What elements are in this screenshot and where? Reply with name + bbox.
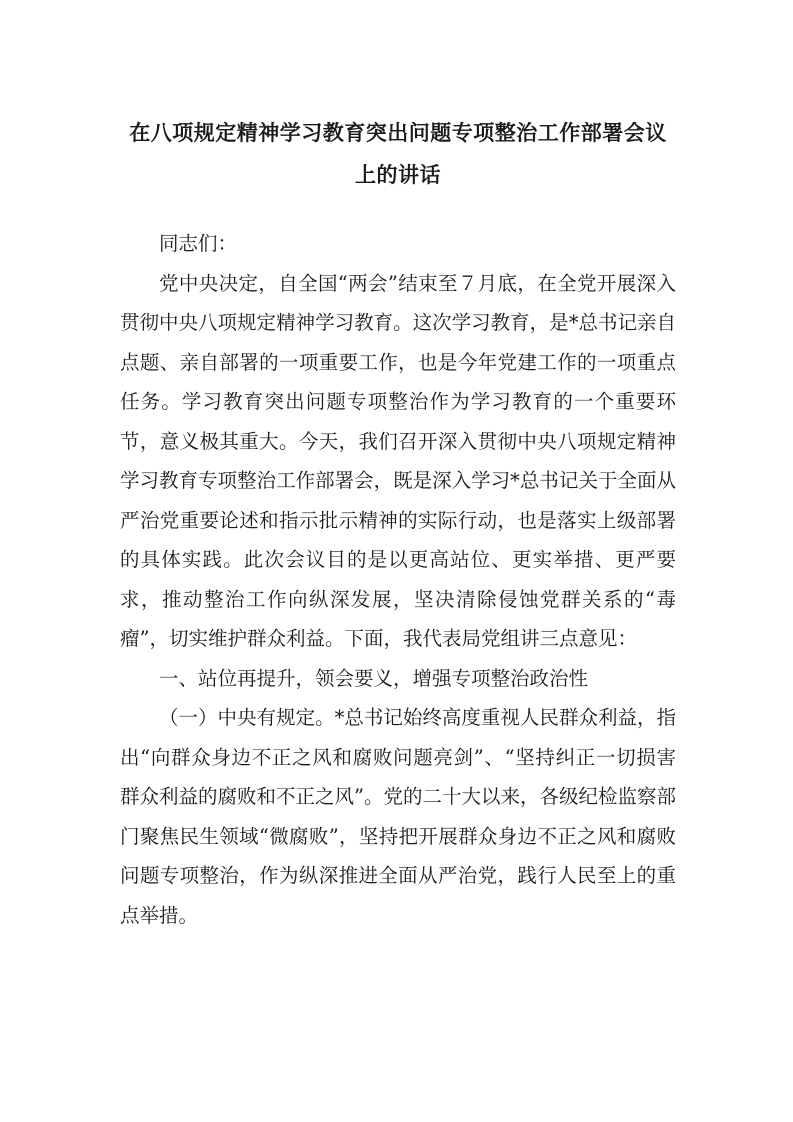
title-line-2: 上的讲话 [355, 162, 441, 187]
document-title [120, 112, 676, 196]
title-line-1: 在八项规定精神学习教育突出问题专项整治工作部署会议 [129, 120, 667, 145]
paragraph-1: （一）中央有规定。*总书记始终高度重视人民群众利益，指出“向群众身边不正之风和腐败问题亮剑”、“坚持纠正一切损害群众利益的腐败和不正之风”。党的二十大以来，各级纪检监察部门聚焦民生领域“微腐败”，坚持把开展群众身边不正之风和腐败问题专项整治，作为纵深推进全面从严治党，践行人民至上的重点举措。 [120, 706, 676, 927]
intro-paragraph: 党中央决定，自全国“两会”结束至７月底，在全党开展深入贯彻中央八项规定精神学习教育。这次学习教育，是*总书记亲自点题、亲自部署的一项重要工作，也是今年党建工作的一项重点任务。学习教育突出问题专项整治作为学习教育的一个重要环节，意义极其重大。今天，我们召开深入贯彻中央八项规定精神学习教育专项整治工作部署会，既是深入学习*总书记关于全面从严治党重要论述和指示批示精神的实际行动，也是落实上级部署的具体实践。此次会议目的是以更高站位、更实举措、更严要求，推动整治工作向纵深发展，坚决清除侵蚀党群关系的“毒瘤”，切实维护群众利益。下面，我代表局党组讲三点意见： [120, 271, 676, 650]
salutation: 同志们： [159, 232, 238, 255]
document-body [120, 224, 676, 935]
section-heading-1: 一、站位再提升，领会要义，增强专项整治政治性 [159, 666, 589, 690]
